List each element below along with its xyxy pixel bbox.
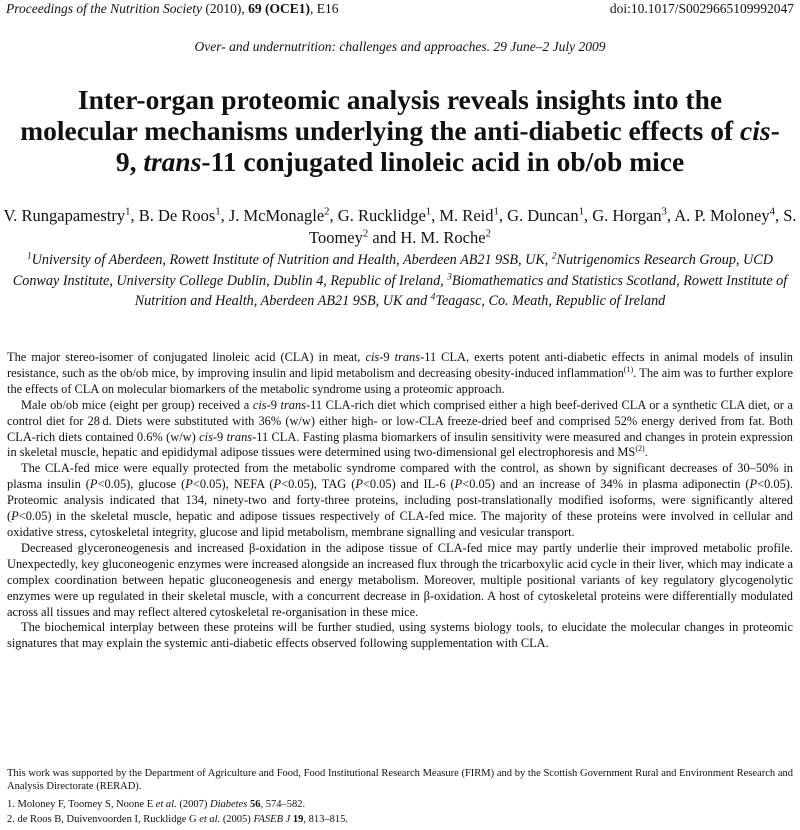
paragraph-4: Decreased glyceroneogenesis and increased β-oxidation in the adipose tissue of CLA-fed mice may partly underlie their improved metabolic profile. Unexpectedly, key gluconeogenic enzymes were increased alongside an increased flux through the tricarboxylic acid cycle in their liver, which may indicate a complex coordination between hepatic gluconeogenesis and energy metabolism. Moreover, multiple positional variants of key regulatory glycogenolytic enzymes were up regulated in their skeletal muscle, with a concurrent decrease in β-oxidation. A host of cytoskeletal proteins were differentially modulated across all tissues and may reflect altered cytoskeletal re-organisation in these mice. [7,540,793,619]
author: B. De Roos$^1$, [138,205,229,225]
acknowledgement: This work was supported by the Department of Agriculture and Food, Food Institutional Research Measure (FIRM) and by the Scottish Government Rural and Environment Research and Analysis Directorate (RERAD). [7,768,793,792]
title-text-3: -11 conjugated linoleic acid in ob/ob mice [201,146,685,177]
citation-ref: (1) [623,364,634,374]
title-text-1: Inter-organ proteomic analysis reveals insights into the molecular mechanisms underlying the anti-diabetic effects of [20,84,741,146]
affiliation: $^4$Teagasc, Co. Meath, Republic of Ireland [430,291,666,309]
journal-volume: 69 [248,1,262,16]
reference-list [7,797,793,827]
affiliation: $^2$Nutrigenomics Research Group, UCD Conway Institute, University College Dublin, Dublin 4, Republic of Ireland, [12,250,773,289]
journal-citation [6,1,338,17]
affiliation: $^3$Biomathematics and Statistics Scotland, Rowett Institute of Nutrition and Health, Aberdeen AB21 9SB, UK and [134,270,788,309]
paragraph-3: The CLA-fed mice were equally protected from the metabolic syndrome compared with the control, as shown by significant decreases of 30–50% in plasma insulin (P<0.05), glucose (P<0.05), NEFA (P<0.05), TAG (P<0.05) and IL-6 (P<0.05) and an increase of 34% in plasma adiponectin (P<0.05). Proteomic analysis indicated that 134, ninety-two and forty-three proteins, including post-translationally modified isoforms, were significantly altered (P<0.05) in the skeletal muscle, hepatic and adipose tissues respectively of CLA-fed mice. The majority of these proteins were involved in cellular and oxidative stress, cytoskeletal integrity, glucose and lipid metabolism, membrane signalling and vesicular transport. [7,461,794,539]
citation-ref: (2) [635,444,645,454]
paragraph-2: Male ob/ob mice (eight per group) received a cis-9 trans-11 CLA-rich diet which comprised either a high beef-derived CLA or a synthetic CLA diet, or a control diet for 28 d. Diets were substituted with 36% (w/w) either high- or low-CLA freeze-dried beef and comprised 52% energy derived from fat. Both CLA-rich diets contained 0.6% (w/w) cis-9 trans-11 CLA. Fasting plasma biomarkers of insulin sensitivity were measured and changes in protein expression in skeletal muscle, hepatic and epididymal adipose tissues were determined using two-dimensional gel electrophoresis and MS$^{(2)}$. [7,397,793,460]
article-title [20,84,780,177]
reference-item: 2. de Roos B, Duivenvoorden I, Rucklidge G et al. (2005) FASEB J 19, 813–815. [7,814,349,825]
reference-item: 1. Moloney F, Toomey S, Noone E et al. (2007) Diabetes 56, 574–582. [7,799,306,810]
author: S. Toomey$^2$ and [309,206,797,247]
author: G. Horgan$^3$, [592,205,675,225]
conference-line: Over- and undernutrition: challenges and approaches. 29 June–2 July 2009 [194,39,606,54]
title-text-2: -9, [115,115,780,177]
author: H. M. Roche$^2$ [400,227,491,247]
running-header [6,1,794,21]
doi: doi:10.1017/S0029665109992047 [609,1,794,16]
paragraph-1: The major stereo-isomer of conjugated linoleic acid (CLA) in meat, cis-9 trans-11 CLA, exerts potent anti-diabetic effects in animal models of insulin resistance, such as the ob/ob mice, by improving insulin and lipid metabolism and decreasing obesity-induced inflammation$^{(1)}$. The aim was to further explore the effects of CLA on molecular biomarkers of the metabolic syndrome using a proteomic approach. [7,350,794,396]
journal-page: , E16 [309,1,339,16]
affiliation: $^1$University of Aberdeen, Rowett Institute of Nutrition and Health, Aberdeen AB21 9SB, UK, [27,250,552,268]
title-italic-cis: cis [740,115,771,146]
abstract-body [7,350,793,652]
author: J. McMonagle$^2$, [228,205,338,225]
journal-name: Proceedings of the Nutrition Society [6,1,202,16]
journal-issue: (OCE1) [264,1,310,16]
author: V. Rungapamestry$^1$, [3,205,139,225]
author: M. Reid$^1$, [439,205,508,225]
author-list [0,205,800,249]
affiliation-list [10,250,790,312]
journal-year: (2010), [205,1,245,16]
author: G. Duncan$^1$, [507,205,593,225]
paragraph-5: The biochemical interplay between these proteins will be further studied, using systems biology tools, to elucidate the molecular changes in proteomic signatures that may explain the systemic anti-diabetic effects observed following supplementation with CLA. [7,620,793,651]
author: A. P. Moloney$^4$, [674,205,784,225]
author: G. Rucklidge$^1$, [337,205,440,225]
title-italic-trans: trans [143,146,202,177]
